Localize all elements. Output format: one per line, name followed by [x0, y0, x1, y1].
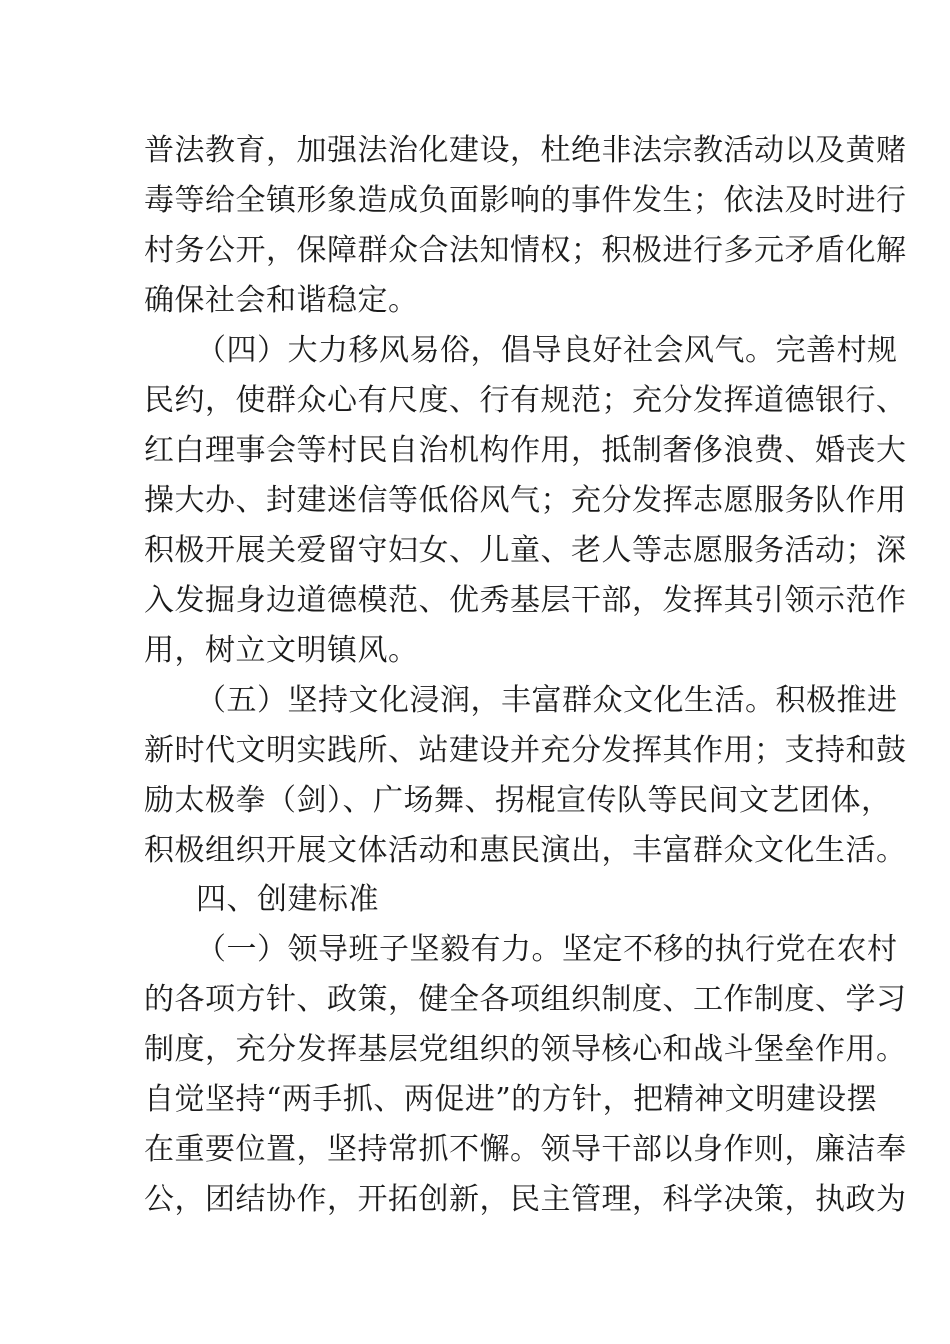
text-line: 制度，充分发挥基层党组织的领导核心和战斗堡垒作用。 — [144, 1032, 907, 1067]
text-line: 用，树立文明镇风。 — [144, 633, 419, 668]
text-line: 操大办、封建迷信等低俗风气；充分发挥志愿服务队作用 — [144, 483, 907, 518]
paragraph-heading-one: （一）领导班子坚毅有力。坚定不移的执行党在农村 — [196, 932, 898, 967]
section-heading: 四、创建标准 — [196, 882, 379, 917]
text-line: 民约，使群众心有尺度、行有规范；充分发挥道德银行、 — [144, 383, 907, 418]
paragraph-heading-four: （四）大力移风易俗，倡导良好社会风气。完善村规 — [196, 333, 898, 368]
text-line: 自觉坚持“两手抓、两促进”的方针，把精神文明建设摆 — [144, 1082, 878, 1117]
text-line: 毒等给全镇形象造成负面影响的事件发生；依法及时进行 — [144, 183, 907, 218]
text-line: 公，团结协作，开拓创新，民主管理，科学决策，执政为 — [144, 1182, 907, 1217]
text-line: 积极开展关爱留守妇女、儿童、老人等志愿服务活动；深 — [144, 533, 907, 568]
text-line: 的各项方针、政策，健全各项组织制度、工作制度、学习 — [144, 982, 907, 1017]
text-line: 励太极拳（剑）、广场舞、拐棍宣传队等民间文艺团体， — [144, 783, 892, 818]
text-line: 村务公开，保障群众合法知情权；积极进行多元矛盾化解 — [144, 233, 907, 268]
text-line: 红白理事会等村民自治机构作用，抵制奢侈浪费、婚丧大 — [144, 433, 907, 468]
paragraph-heading-five: （五）坚持文化浸润，丰富群众文化生活。积极推进 — [196, 683, 898, 718]
text-line: 入发掘身边道德模范、优秀基层干部，发挥其引领示范作 — [144, 583, 907, 618]
text-line: 普法教育，加强法治化建设，杜绝非法宗教活动以及黄赌 — [144, 133, 907, 168]
text-line: 在重要位置，坚持常抓不懈。领导干部以身作则，廉洁奉 — [144, 1132, 907, 1167]
text-line: 确保社会和谐稳定。 — [144, 283, 419, 318]
text-line: 新时代文明实践所、站建设并充分发挥其作用；支持和鼓 — [144, 733, 907, 768]
text-line: 积极组织开展文体活动和惠民演出，丰富群众文化生活。 — [144, 833, 907, 868]
